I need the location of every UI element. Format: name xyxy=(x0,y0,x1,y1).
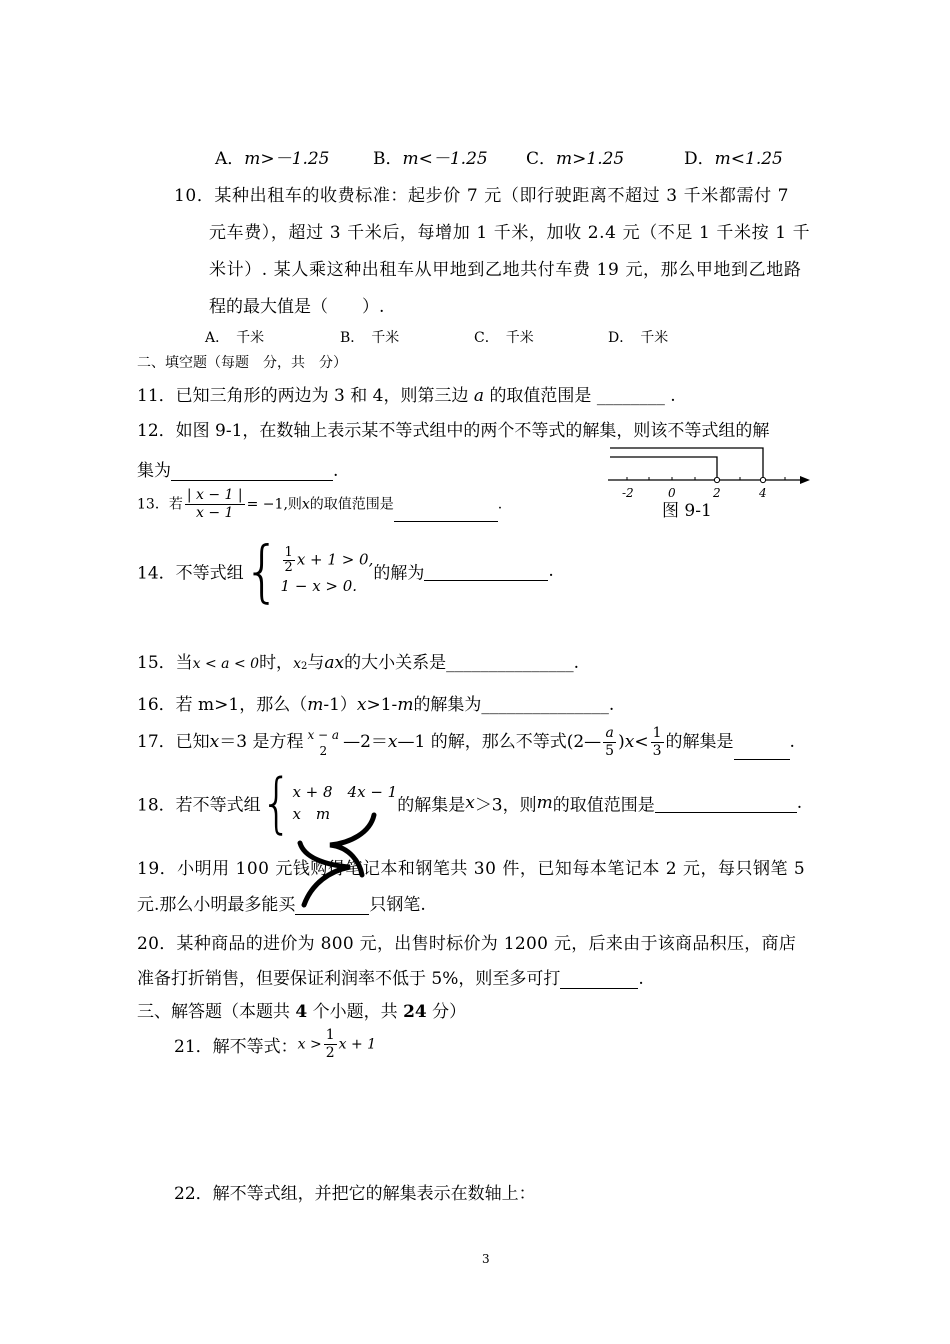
section-2-heading: 二、填空题（每题 分，共 分） xyxy=(137,355,347,371)
page-number: 3 xyxy=(482,1252,490,1266)
q18: 18．若不等式组{ x + 8 4x − 1 x m 的解集是x＞3，则m的取值范围是 . xyxy=(137,765,803,841)
figure-caption: 图 9-1 xyxy=(662,501,712,521)
tick-label-4: 4 xyxy=(759,486,767,500)
section-3-heading: 三、解答题（本题共 4 个小题，共 24 分） xyxy=(137,1002,467,1022)
q17-fraction-2: $\frac{a}{5}$ xyxy=(605,725,615,759)
q9-option-d-wrap: D．m<1.25 xyxy=(684,149,783,169)
q20-line2: 准备打折销售，但要保证利润率不低于 5%，则至多可打 . xyxy=(137,969,644,989)
open-point-4 xyxy=(760,477,765,482)
q16: 16．若 m>1，那么（m-1）x>1-m的解集为_______________. xyxy=(137,695,615,715)
q9-option-a: m>－1.25 xyxy=(244,149,330,169)
q17-fraction-1: x − a 2 xyxy=(307,727,340,758)
q21-fraction: $\frac{1}{2}$ xyxy=(325,1027,335,1061)
q20-answer-blank xyxy=(560,970,638,989)
q10-option-c: C． 千米 xyxy=(474,330,534,346)
q11: 11．已知三角形的两边为 3 和 4，则第三边 a 的取值范围是 ________ . xyxy=(137,386,676,406)
tick-label-2: 2 xyxy=(713,486,721,500)
q19-answer-blank xyxy=(295,896,369,915)
q12-answer-blank xyxy=(171,462,333,481)
tick-label-neg2: -2 xyxy=(622,486,634,500)
q10-option-a: A． 千米 xyxy=(205,330,265,346)
q13-fraction: $\frac{| x - 1 |}{x - 1}$ xyxy=(186,487,243,521)
q17-answer-blank xyxy=(734,741,790,760)
q18-system: x + 8 4x − 1 x m xyxy=(292,783,398,823)
q19-line2: 元.那么小明最多能买 只钢笔. xyxy=(137,895,426,915)
q9-option-c-wrap: C．m>1.25 xyxy=(526,149,625,169)
q12-line2: 集为 . xyxy=(137,461,339,481)
solution-arrow-1 xyxy=(610,457,717,480)
q9-option-b-wrap: B．m<－1.25 xyxy=(373,149,488,169)
q10-line1: 10．某种出租车的收费标准：起步价 7 元（即行驶距离不超过 3 千米都需付 7 xyxy=(174,186,790,206)
tick-label-0: 0 xyxy=(668,486,676,500)
q12-line1: 12．如图 9-1，在数轴上表示某不等式组中的两个不等式的解集，则该不等式组的解 xyxy=(137,421,770,441)
q9-options: A．m>－1.25 xyxy=(215,149,330,169)
q19-line1: 19．小明用 100 元钱购得笔记本和钢笔共 30 件，已知每本笔记本 2 元，每只钢笔 5 xyxy=(137,859,806,879)
q10-line3: 米计）. 某人乘这种出租车从甲地到乙地共付车费 19 元，那么甲地到乙地路 xyxy=(209,260,802,280)
q9-option-c: m>1.25 xyxy=(556,149,625,169)
open-point-2 xyxy=(714,477,719,482)
q14: 14．不等式组{ $\frac{1}{2}$ x + 1 > 0, 1 − x > 0. 的解为 . xyxy=(137,531,554,611)
q20-line1: 20．某种商品的进价为 800 元，出售时标价为 1200 元，后来由于该商品积压，商店 xyxy=(137,934,797,954)
q17: 17．已知x＝3 是方程 x − a 2 —2＝x—1 的解，那么不等式(2— $\frac{a}{5}$ )x< $\frac{1}{3}$ 的解集是 . xyxy=(137,725,795,759)
solution-arrow-2 xyxy=(610,448,763,480)
q9-option-d: m<1.25 xyxy=(714,149,783,169)
q17-fraction-3: $\frac{1}{3}$ xyxy=(652,725,662,759)
q9-option-b: m<－1.25 xyxy=(402,149,488,169)
q22: 22．解不等式组，并把它的解集表示在数轴上： xyxy=(174,1184,536,1204)
q10-option-b: B． 千米 xyxy=(340,330,400,346)
q14-answer-blank xyxy=(424,562,548,581)
q18-answer-blank xyxy=(655,794,797,813)
q15: 15．当x < a < 0时，x2与ax的大小关系是_______________. xyxy=(137,653,579,673)
q14-system: $\frac{1}{2}$ x + 1 > 0, 1 − x > 0. xyxy=(280,544,374,595)
q13: 13．若 $\frac{| x - 1 |}{x - 1}$ = −1,则x的取值范围是 . xyxy=(137,487,503,521)
q10-line4: 程的最大值是（ ）. xyxy=(209,297,385,317)
q13-answer-blank xyxy=(394,503,498,522)
q21: 21．解不等式：x > $\frac{1}{2}$ x + 1 xyxy=(174,1027,377,1061)
q14-brace: { xyxy=(243,531,281,611)
q10-option-d: D． 千米 xyxy=(608,330,669,346)
q18-brace: { xyxy=(260,765,293,841)
q10-line2: 元车费），超过 3 千米后，每增加 1 千米，加收 2.4 元（不足 1 千米按 1 千 xyxy=(209,223,811,243)
